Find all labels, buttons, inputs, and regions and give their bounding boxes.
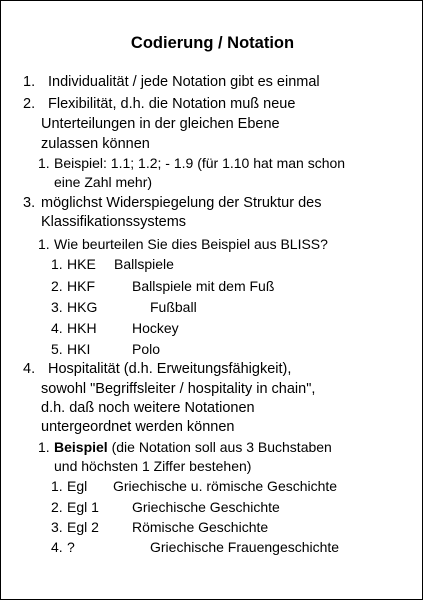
bliss-row-4-label: Hockey [132,320,179,336]
bliss-row-3-number: 3. [51,299,63,315]
item-2-number: 2. [23,96,36,112]
egl-row-2-code: Egl 1 [67,499,99,515]
item-3-number: 3. [23,195,36,211]
item-4-number: 4. [23,361,36,377]
bliss-row-4-number: 4. [51,320,63,336]
egl-row-4-number: 4. [51,539,63,555]
egl-row-3-label: Römische Geschichte [132,519,269,535]
bliss-row-1-number: 1. [51,256,63,272]
bliss-row-1-code: HKE [67,256,96,272]
item-2-line-2: Unterteilungen in der gleichen Ebene [41,116,280,132]
item-3-line-1: möglichst Widerspiegelung der Struktur des [41,195,322,211]
bliss-row-5-code: HKI [67,341,91,357]
bliss-row-3-label: Fußball [150,299,197,315]
bliss-row-3-code: HKG [67,299,98,315]
bliss-row-5-label: Polo [132,341,161,357]
item-2-line-3: zulassen können [41,136,150,152]
item-4-sub-1-bold-label: Beispiel [54,439,108,455]
item-4-line-2: sowohl "Begriffsleiter / hospitality in chain", [41,381,316,397]
item-4-sub-1-line-2: und höchsten 1 Ziffer bestehen) [54,458,252,474]
item-3-sub-1-text: Wie beurteilen Sie dies Beispiel aus BLISS? [54,236,328,252]
item-1-text: Individualität / jede Notation gibt es einmal [48,74,320,90]
item-3-line-2: Klassifikationssystems [41,214,187,230]
item-2-sub-1-line-1: Beispiel: 1.1; 1.2; - 1.9 (für 1.10 hat man schon [54,155,346,171]
bliss-row-1-label: Ballspiele [114,256,174,272]
egl-row-1-number: 1. [51,478,63,494]
egl-row-2-number: 2. [51,499,63,515]
bliss-row-2-label: Ballspiele mit dem Fuß [132,278,275,294]
item-4-sub-1-number: 1. [38,439,50,455]
bliss-row-5-number: 5. [51,341,63,357]
egl-row-1-label: Griechische u. römische Geschichte [113,478,338,494]
item-2-line-1: Flexibilität, d.h. die Notation muß neue [48,96,296,112]
egl-row-2-label: Griechische Geschichte [132,499,280,515]
item-2-sub-1-number: 1. [38,155,50,171]
egl-row-4-code: ? [67,539,75,555]
item-4-sub-1-line-1 [54,439,332,456]
item-3-sub-1-number: 1. [38,236,50,252]
egl-row-3-number: 3. [51,519,63,535]
bliss-row-2-code: HKF [67,278,95,294]
item-2-sub-1-line-2: eine Zahl mehr) [54,174,153,190]
egl-row-4-label: Griechische Frauengeschichte [150,539,340,555]
bliss-row-2-number: 2. [51,278,63,294]
bliss-row-4-code: HKH [67,320,97,336]
item-4-sub-1-text: (die Notation soll aus 3 Buchstaben [107,439,332,455]
document-title: Codierung / Notation [130,34,295,52]
item-4-line-1: Hospitalität (d.h. Erweitungsfähigkeit), [48,361,292,377]
item-1-number: 1. [23,74,36,90]
egl-row-1-code: Egl [67,478,88,494]
item-4-line-4: untergeordnet werden können [41,419,235,435]
item-4-line-3: d.h. daß noch weitere Notationen [41,400,255,416]
egl-row-3-code: Egl 2 [67,519,99,535]
